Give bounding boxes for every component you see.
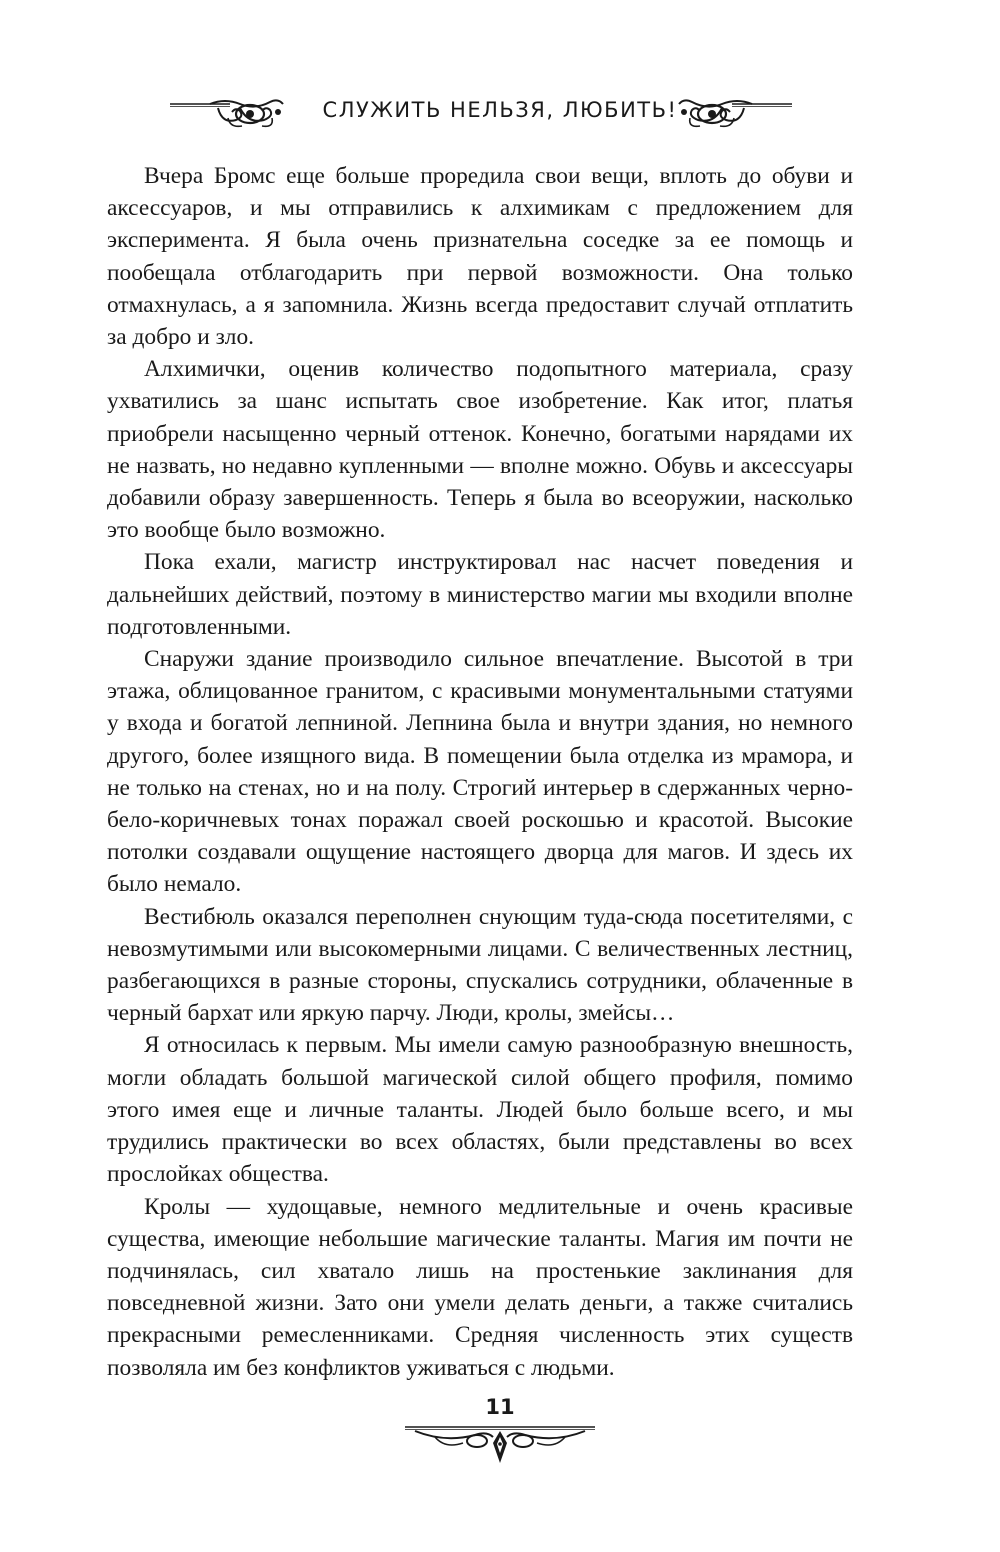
header-title: СЛУЖИТЬ НЕЛЬЗЯ, ЛЮБИТЬ! (322, 98, 678, 122)
decorative-scroll-right-icon (677, 94, 792, 134)
decorative-scroll-left-icon (170, 94, 285, 134)
body-text (107, 160, 853, 1384)
paragraph: Кролы — худощавые, немного медлительные и очень красивые существа, имеющие небольшие магические таланты. Магия им почти не подчинялась, сил хватало лишь на простенькие заклинания для повседневной жизни. Зато они умели делать деньги, а также считались прекрасными ремесленниками. Средняя численность этих существ позволяла им без конфликтов уживаться с людьми. (107, 1193, 853, 1381)
page-footer (0, 1395, 1000, 1475)
decorative-flourish-icon (405, 1423, 595, 1465)
paragraph: Алхимички, оценив количество подопытного материала, сразу ухватились за шанс испытать свое изобретение. Как итог, платья приобрели насыщенно черный оттенок. Конечно, богатыми нарядами их не назвать, но недавно купленными — вполне можно. Обувь и аксессуары добавили образу завершенность. Теперь я была во всеоружии, насколько это вообще было возможно. (107, 356, 853, 544)
running-header (0, 94, 1000, 138)
paragraph: Снаружи здание производило сильное впечатление. Высотой в три этажа, облицованное гранитом, с красивыми монументальными статуями у входа и богатой лепниной. Лепнина была и внутри здания, но немного другого, более изящного вида. В помещении была отделка из мрамора, и не только на стенах, но и на полу. Строгий интерьер в сдержанных черно-бело-коричневых тонах поражал своей роскошью и красотой. Высокие потолки создавали ощущение настоящего дворца для магов. И здесь их было немало. (107, 646, 853, 898)
page-number: 11 (485, 1395, 515, 1419)
paragraph: Вчера Бромс еще больше проредила свои вещи, вплоть до обуви и аксессуаров, и мы отправились к алхимикам с предложением для эксперимента. Я была очень признательна соседке за ее помощь и пообещала отблагодарить при первой возможности. Она только отмахнулась, а я запомнила. Жизнь всегда предоставит случай отплатить за добро и зло. (107, 163, 853, 351)
paragraph: Пока ехали, магистр инструктировал нас насчет поведения и дальнейших действий, поэтому в министерство магии мы входили вполне подготовленными. (107, 549, 853, 640)
paragraph: Вестибюль оказался переполнен снующим туда-сюда посетителями, с невозмутимыми или высокомерными лицами. С величественных лестниц, разбегающихся в разные стороны, спускались сотрудники, облаченные в черный бархат или яркую парчу. Люди, кролы, змейсы… (107, 903, 853, 1027)
paragraph: Я относилась к первым. Мы имели самую разнообразную внешность, могли обладать большой магической силой общего профиля, помимо этого имея еще и личные таланты. Людей было больше всего, и мы трудились практически во всех областях, были представлены во всех прослойках общества. (107, 1032, 853, 1188)
